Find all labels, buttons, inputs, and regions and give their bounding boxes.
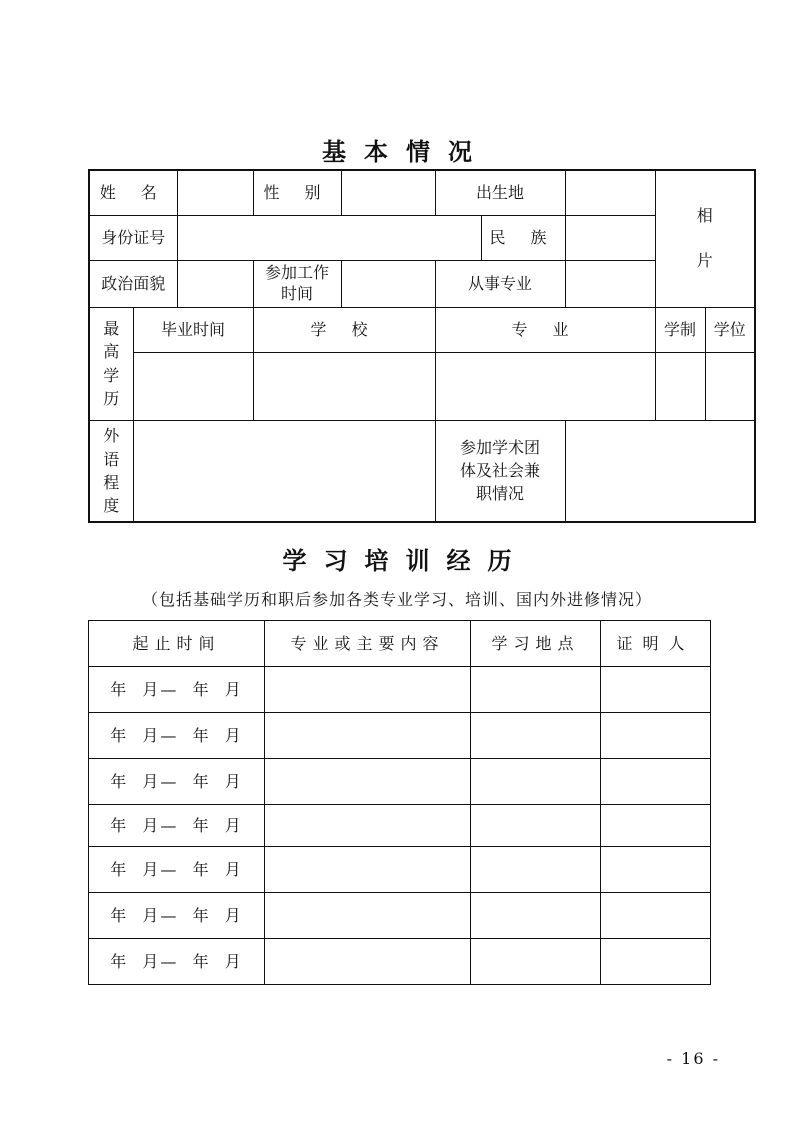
- location-cell[interactable]: [471, 847, 601, 893]
- location-cell[interactable]: [471, 805, 601, 847]
- table-row: [89, 667, 711, 713]
- page-number: - 16 -: [666, 1049, 720, 1068]
- content-cell[interactable]: [265, 713, 471, 759]
- basic-info-title: 基本情况: [322, 137, 490, 166]
- header-location: 学习地点: [471, 621, 601, 667]
- content-cell[interactable]: [265, 847, 471, 893]
- ethnicity-field[interactable]: [565, 215, 655, 260]
- content-cell[interactable]: [265, 805, 471, 847]
- grad-time-label: 毕业时间: [133, 307, 253, 352]
- content-cell[interactable]: [265, 759, 471, 805]
- id-label: 身份证号: [89, 215, 177, 260]
- table-row: [89, 893, 711, 939]
- profession-label: 从事专业: [435, 260, 565, 307]
- header-content: 专业或主要内容: [265, 621, 471, 667]
- witness-cell[interactable]: [601, 713, 711, 759]
- birthplace-label: 出生地: [435, 170, 565, 215]
- degree-field[interactable]: [705, 352, 755, 420]
- witness-cell[interactable]: [601, 667, 711, 713]
- id-field[interactable]: [177, 215, 481, 260]
- period-cell[interactable]: 年 月— 年 月: [89, 847, 265, 893]
- political-label: 政治面貌: [89, 260, 177, 307]
- period-cell[interactable]: 年 月— 年 月: [89, 939, 265, 985]
- period-cell[interactable]: 年 月— 年 月: [89, 713, 265, 759]
- table-row: [89, 847, 711, 893]
- location-cell[interactable]: [471, 893, 601, 939]
- degree-label: 学位: [705, 307, 755, 352]
- grad-time-field[interactable]: [133, 352, 253, 420]
- gender-label: 性 别: [253, 170, 341, 215]
- table-row: [89, 759, 711, 805]
- period-cell[interactable]: 年 月— 年 月: [89, 805, 265, 847]
- work-start-label: 参加工作时间: [264, 262, 329, 303]
- work-start-field[interactable]: [341, 260, 435, 307]
- header-witness: 证明人: [601, 621, 711, 667]
- duration-field[interactable]: [655, 352, 705, 420]
- witness-cell[interactable]: [601, 759, 711, 805]
- witness-cell[interactable]: [601, 893, 711, 939]
- location-cell[interactable]: [471, 667, 601, 713]
- content-cell[interactable]: [265, 893, 471, 939]
- basic-info-table: [88, 169, 756, 523]
- table-row: [89, 713, 711, 759]
- period-cell[interactable]: 年 月— 年 月: [89, 667, 265, 713]
- table-row: [89, 805, 711, 847]
- highest-edu-label: 最高学历: [103, 319, 120, 408]
- name-field[interactable]: [177, 170, 253, 215]
- witness-cell[interactable]: [601, 847, 711, 893]
- school-label: 学 校: [253, 307, 435, 352]
- political-field[interactable]: [177, 260, 253, 307]
- witness-cell[interactable]: [601, 939, 711, 985]
- societies-field[interactable]: [565, 420, 755, 522]
- content-cell[interactable]: [265, 939, 471, 985]
- major-label: 专 业: [435, 307, 655, 352]
- societies-label: 参加学术团体及社会兼职情况: [459, 437, 540, 504]
- training-table: [88, 620, 711, 985]
- photo-box[interactable]: [655, 170, 755, 307]
- period-cell[interactable]: 年 月— 年 月: [89, 893, 265, 939]
- major-field[interactable]: [435, 352, 655, 420]
- table-row: [89, 939, 711, 985]
- name-label: 姓 名: [89, 170, 177, 215]
- foreign-lang-label: 外语程度: [103, 426, 120, 515]
- content-cell[interactable]: [265, 667, 471, 713]
- birthplace-field[interactable]: [565, 170, 655, 215]
- duration-label: 学制: [655, 307, 705, 352]
- photo-label: 相 片: [696, 205, 713, 270]
- location-cell[interactable]: [471, 939, 601, 985]
- training-note: （包括基础学历和职后参加各类专业学习、培训、国内外进修情况）: [141, 590, 652, 609]
- foreign-lang-field[interactable]: [133, 420, 435, 522]
- location-cell[interactable]: [471, 713, 601, 759]
- training-title: 学习培训经历: [282, 546, 529, 575]
- profession-field[interactable]: [565, 260, 655, 307]
- gender-field[interactable]: [341, 170, 435, 215]
- period-cell[interactable]: 年 月— 年 月: [89, 759, 265, 805]
- school-field[interactable]: [253, 352, 435, 420]
- ethnicity-label: 民 族: [481, 215, 565, 260]
- witness-cell[interactable]: [601, 805, 711, 847]
- header-period: 起止时间: [89, 621, 265, 667]
- location-cell[interactable]: [471, 759, 601, 805]
